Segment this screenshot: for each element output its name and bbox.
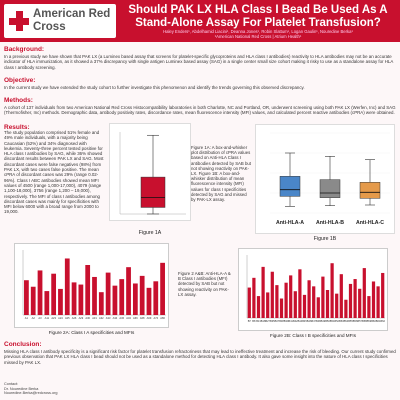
fig2b-bar xyxy=(271,272,274,318)
fig2b-tick-label: B52 xyxy=(334,320,340,323)
fig2a-bar xyxy=(160,263,165,315)
fig2a-tick-label: A80 xyxy=(160,317,165,320)
fig2b-bar xyxy=(376,286,379,318)
figure-2b xyxy=(238,248,388,331)
fig2a-bar xyxy=(147,288,152,315)
poster-header xyxy=(0,0,400,42)
fig2a-bar xyxy=(92,277,97,315)
fig2a-tick-label: A34 xyxy=(112,317,118,320)
fig2b-tick-label: B47 xyxy=(311,320,317,323)
fig2b-bar xyxy=(321,277,324,318)
fig2a-bar xyxy=(38,270,43,315)
results-text: The study population comprised 51% female and 49% male individuals, with a majority being Caucasian (52%) and 34% diagnosed with leukemia. Seventy-three percent tested positive for HLA class I antibodies by SAG, while 36% showed discordant results between PAK LX and SAG. Most discordant cases were false negatives (98%) from PAK LX, with two cases false positive. The mean cPRA of discordant cases was 29% (range 0.02-96%). Class I ABC antibodies showed mean MFI values of 4500 (range 1,000-17,000), 4079 (range 1,100-18,000), 3756 (range 1,200 – 19,000), respectively. The MFI of class I antibodies among discordant cases was mainly for specificities with MFI below 6000 with a broad range from 2000 to 19,000. xyxy=(4,130,104,215)
fig2b-bar xyxy=(363,268,366,318)
figure-1b-label: Figure 1B xyxy=(313,236,337,242)
fig2a-tick-label: A11 xyxy=(44,317,50,320)
figure-2b-label: Figure 2B: Class I B specificities and MFIs xyxy=(269,333,357,338)
fig2a-tick-label: A30 xyxy=(85,317,91,320)
fig2a-bar xyxy=(72,282,77,315)
fig2b-tick-label: B48 xyxy=(315,320,321,323)
fig2b-tick-label: B60 xyxy=(371,320,376,323)
fig2a-tick-label: A3 xyxy=(38,317,42,320)
fig2b-bar xyxy=(353,279,356,318)
fig2b-tick-label: B13 xyxy=(256,320,261,323)
fig2b-bar xyxy=(284,283,287,318)
fig1b-anti-hla-c-box xyxy=(360,182,380,198)
results-heading: Results: xyxy=(4,124,30,131)
fig2a-bar xyxy=(31,287,36,315)
figure-1a-boxplot xyxy=(110,124,192,222)
poster-authors xyxy=(120,29,396,39)
contact-label: Contact: xyxy=(4,382,19,386)
fig2b-bar xyxy=(340,274,343,318)
fig2b-tick-label: B51 xyxy=(329,320,335,323)
fig2a-bar xyxy=(119,279,124,315)
fig2b-tick-label: B61 xyxy=(375,320,381,323)
fig2a-bar xyxy=(44,291,49,315)
objective-section xyxy=(4,77,396,90)
fig2a-bar xyxy=(99,292,104,315)
figure-1b-boxplot xyxy=(256,125,396,235)
contact-email[interactable]: Nouredine.Berka@redcross.org xyxy=(4,391,58,396)
fig2b-bar xyxy=(252,278,255,318)
fig2b-bar xyxy=(312,286,315,318)
fig2b-tick-label: B35 xyxy=(269,320,275,323)
logo-text: American Red Cross xyxy=(33,8,111,33)
fig2a-tick-label: A24 xyxy=(58,317,63,320)
fig2a-tick-label: A43 xyxy=(126,317,131,320)
fig2b-tick-label: B59 xyxy=(366,320,372,323)
results-section-heading xyxy=(4,111,104,132)
methods-heading: Methods: xyxy=(4,97,33,104)
fig2a-tick-label: A31 xyxy=(92,317,97,320)
fig2b-bar xyxy=(266,292,269,318)
fig2a-bar xyxy=(133,283,138,315)
fig1b-category-label: Anti-HLA-A xyxy=(276,220,304,226)
fig2b-bar xyxy=(294,291,297,318)
fig2b-tick-label: B50 xyxy=(325,320,330,323)
fig2b-bar xyxy=(257,296,260,318)
figure-1b xyxy=(255,124,395,234)
fig2b-tick-label: B53 xyxy=(338,320,344,323)
fig2a-bar xyxy=(153,281,158,315)
fig2a-tick-label: A25 xyxy=(64,317,70,320)
fig2b-tick-label: B38 xyxy=(279,320,284,323)
fig2b-tick-label: B27 xyxy=(265,320,271,323)
contact-name: Dr. Nouredine Berka xyxy=(4,386,39,391)
fig2b-bar xyxy=(372,281,375,318)
fig2a-bar xyxy=(24,280,29,315)
fig2a-bar xyxy=(140,276,145,315)
background-section xyxy=(4,46,396,70)
fig2b-bar xyxy=(248,288,251,318)
fig2a-tick-label: A2 xyxy=(31,317,35,320)
fig2a-tick-label: A33 xyxy=(105,317,111,320)
fig2a-bar xyxy=(65,258,70,315)
fig2a-bar xyxy=(85,265,90,315)
fig1b-category-label: Anti-HLA-B xyxy=(316,220,344,226)
red-cross-logo xyxy=(4,4,116,38)
fig2b-bar xyxy=(330,263,333,318)
figure-1a xyxy=(109,123,191,221)
fig2a-tick-label: A68 xyxy=(139,317,145,320)
fig2b-bar xyxy=(275,285,278,318)
fig2b-bar xyxy=(367,296,370,318)
fig2a-bar xyxy=(126,267,131,315)
fig2b-tick-label: B58 xyxy=(361,320,367,323)
fig2a-tick-label: A32 xyxy=(98,317,104,320)
background-text: In a previous study we have shown that PAK LX (a Luminex based assay that screens for platelet-specific glycoproteins and HLA class I antibodies) reactivity to HLA antibodies may not be an accurate indicator of HLA immunization, as it showed a 37% discrepancy with single antigen Luminex based assay (SAG) in a single center small size cohort making it risky to use as a standalone assay for HLA class I antibody screening. xyxy=(4,54,394,70)
fig2b-tick-label: B56 xyxy=(352,320,358,323)
fig2a-bar xyxy=(51,274,56,315)
fig2b-tick-label: B39 xyxy=(283,320,289,323)
fig1b-category-label: Anti-HLA-C xyxy=(356,220,384,226)
conclusion-text: Missing HLA class I antibody specificity is a significant risk factor for platelet transfusion refractoriness that may lead to ineffective treatment and increase the risk of bleeding. Our current study confirmed previous observation that PAK LX HLA class I bead should not be used as a standalone method for detecting HLA class I antibody. It also gave some insight into the nature of HLA class I specificities missed by PAK LX. xyxy=(4,349,396,365)
fig2b-tick-label: B44 xyxy=(297,320,303,323)
fig1b-anti-hla-a-box xyxy=(280,176,300,196)
fig2b-tick-label: B49 xyxy=(320,320,326,323)
figure-1-caption: Figure 1A: A box-and-whisker plot distribution of cPRA values based on Anti-HLA Class I antibodies detected by SAB but not showing reactivity on PAK-LX. Figure 1B: A box-and-whisker distribution of mean fluorescence intensity (MFI) values for class I specificities detected by SAG and missed by PAK-LX assay. xyxy=(191,145,251,203)
figure-2a xyxy=(14,243,169,328)
fig1a-box xyxy=(141,177,165,207)
fig2b-tick-label: B45 xyxy=(302,320,307,323)
objective-heading: Objective: xyxy=(4,77,36,84)
fig2b-bar xyxy=(261,267,264,318)
fig2b-tick-label: B41 xyxy=(288,320,294,323)
figure-2b-bars xyxy=(239,249,389,332)
fig2b-bar xyxy=(381,273,384,318)
fig2a-tick-label: A69 xyxy=(146,317,152,320)
fig2a-tick-label: A36 xyxy=(119,317,125,320)
background-heading: Background: xyxy=(4,46,45,53)
fig2b-bar xyxy=(335,294,338,318)
fig2b-tick-label: B7 xyxy=(247,320,251,323)
fig2b-bar xyxy=(326,290,329,318)
fig2a-bar xyxy=(58,289,63,315)
fig2b-tick-label: B57 xyxy=(357,320,363,323)
figure-2a-bars xyxy=(15,244,170,329)
poster-title: Should PAK LX HLA Class I Bead Be Used As A Stand-Alone Assay For Platelet Transfusion? xyxy=(128,4,388,29)
fig2a-tick-label: A26 xyxy=(71,317,77,320)
fig2b-tick-label: B8 xyxy=(252,320,256,323)
fig1b-anti-hla-b-box xyxy=(320,180,340,198)
fig2b-bar xyxy=(344,300,347,318)
fig2b-tick-label: B42 xyxy=(292,320,298,323)
fig2b-tick-label: B46 xyxy=(306,320,312,323)
author-list: Haley Enders¹, Abdelhamid Liacini¹, Deanna Jones¹, Robin Slattum¹, Logan Gaulin¹, Nouredine Berka¹ xyxy=(163,29,353,34)
fig2b-tick-label: B37 xyxy=(274,320,280,323)
fig2b-tick-label: B18 xyxy=(260,320,266,323)
figure-2-caption: Figure 2 A&B: Anti-HLA-A & B Class I antibodies (MFI) detected by SAB but not showing reactivity on PAK-LX assay. xyxy=(178,271,231,297)
fig2a-tick-label: A66 xyxy=(133,317,138,320)
fig2b-bar xyxy=(358,289,361,318)
fig2b-tick-label: B54 xyxy=(343,320,349,323)
fig2b-bar xyxy=(349,284,352,318)
contact-block xyxy=(4,382,204,396)
fig2a-tick-label: A1 xyxy=(24,317,28,320)
fig2a-tick-label: A23 xyxy=(51,317,56,320)
fig2a-bar xyxy=(113,286,118,315)
fig2b-tick-label: B62 xyxy=(380,320,386,323)
objective-text: In the current study we have extended the study cohort to further investigate this phenomenon and identify the trends governing this observed discrepancy. xyxy=(4,85,305,90)
author-affiliations: ¹American National Red Cross | Atrium Health¹ xyxy=(214,34,302,39)
fig2b-bar xyxy=(298,269,301,318)
fig2b-bar xyxy=(303,295,306,318)
conclusion-section xyxy=(4,341,396,365)
figure-2a-label: Figure 2A: Class I A specificities and MFIs xyxy=(48,330,135,335)
methods-text: A cohort of 137 individuals from two American National Red Cross Histocompatibility laboratories in both Charlotte, NC and Portland, OR, underwent screening using both PAK LX (Werfen, Inc) and SAG (Thermofisher, Inc) methods. Demographic data, antibody positivity rates, discordance rates, mean fluorescence intensity (MFI) values, and calculated percent reactive antibodies (cPRA) were obtained. xyxy=(4,105,396,116)
fig2a-tick-label: A29 xyxy=(78,317,84,320)
fig2b-bar xyxy=(280,299,283,318)
fig2b-tick-label: B55 xyxy=(348,320,353,323)
fig2a-bar xyxy=(78,285,83,315)
fig2b-bar xyxy=(289,275,292,318)
figure-1a-label: Figure 1A xyxy=(138,230,162,236)
fig2a-bar xyxy=(106,273,111,315)
conclusion-heading: Conclusion: xyxy=(4,341,42,348)
fig2b-bar xyxy=(307,280,310,318)
red-cross-icon xyxy=(9,11,29,31)
fig2b-bar xyxy=(317,297,320,318)
fig2a-tick-label: A74 xyxy=(153,317,159,320)
